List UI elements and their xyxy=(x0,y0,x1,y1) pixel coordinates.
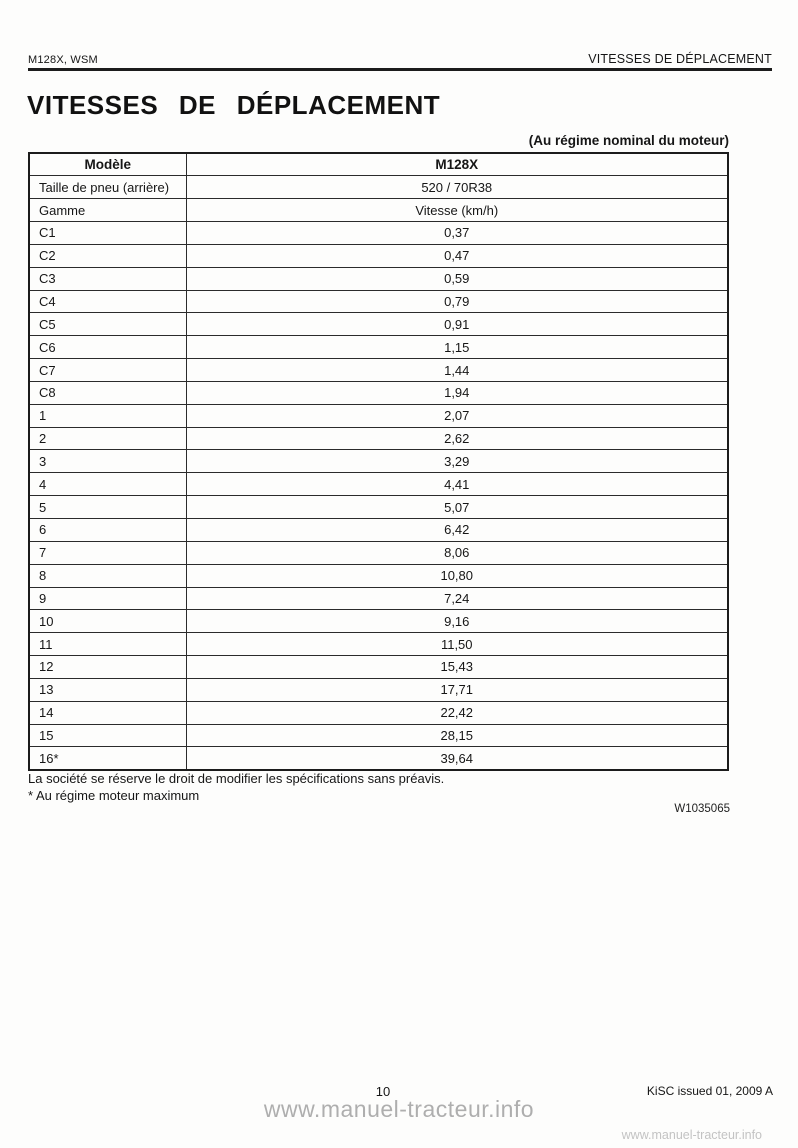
table-row xyxy=(29,633,728,656)
row-value: 4,41 xyxy=(186,473,728,496)
row-label: 12 xyxy=(29,656,186,679)
page-title: VITESSES DE DÉPLACEMENT xyxy=(27,90,441,120)
table-row xyxy=(29,199,728,222)
table-row xyxy=(29,656,728,679)
row-label: Gamme xyxy=(29,199,186,222)
table-row xyxy=(29,450,728,473)
row-value: 1,44 xyxy=(186,359,728,382)
row-value: 0,79 xyxy=(186,290,728,313)
row-label: C8 xyxy=(29,381,186,404)
row-label: C6 xyxy=(29,336,186,359)
table-row xyxy=(29,313,728,336)
reference-code: W1035065 xyxy=(674,803,730,815)
table-row xyxy=(29,541,728,564)
row-value: 1,15 xyxy=(186,336,728,359)
row-label: 4 xyxy=(29,473,186,496)
row-value: 28,15 xyxy=(186,724,728,747)
watermark-center: www.manuel-tracteur.info xyxy=(263,1096,535,1122)
row-label: 13 xyxy=(29,678,186,701)
table-row xyxy=(29,564,728,587)
page-number: 10 xyxy=(375,1084,391,1099)
watermark-right: www.manuel-tracteur.info xyxy=(621,1128,762,1142)
row-value: 8,06 xyxy=(186,541,728,564)
row-value: 39,64 xyxy=(186,747,728,770)
table-row xyxy=(29,587,728,610)
row-value: 10,80 xyxy=(186,564,728,587)
table-body xyxy=(29,176,728,770)
footnote-disclaimer: La société se réserve le droit de modifier les spécifications sans préavis. xyxy=(28,771,445,786)
row-value: 5,07 xyxy=(186,496,728,519)
header-doc-code: M128X, WSM xyxy=(28,54,98,66)
row-value: Vitesse (km/h) xyxy=(186,199,728,222)
row-value: 15,43 xyxy=(186,656,728,679)
table-row xyxy=(29,176,728,199)
row-label: 5 xyxy=(29,496,186,519)
row-value: 22,42 xyxy=(186,701,728,724)
row-value: 17,71 xyxy=(186,678,728,701)
row-label: C3 xyxy=(29,267,186,290)
table-note: (Au régime nominal du moteur) xyxy=(528,133,729,148)
running-header xyxy=(28,52,772,71)
table-row xyxy=(29,290,728,313)
row-value: 9,16 xyxy=(186,610,728,633)
table-header-model-label: Modèle xyxy=(29,153,186,176)
header-section-title: VITESSES DE DÉPLACEMENT xyxy=(588,52,772,66)
table-row xyxy=(29,610,728,633)
row-label: 10 xyxy=(29,610,186,633)
row-label: 8 xyxy=(29,564,186,587)
row-label: 2 xyxy=(29,427,186,450)
table-row xyxy=(29,359,728,382)
row-label: C1 xyxy=(29,222,186,245)
footnotes xyxy=(28,771,444,804)
table-header-model-value: M128X xyxy=(186,153,728,176)
table-row xyxy=(29,519,728,542)
table-row xyxy=(29,244,728,267)
row-label: 9 xyxy=(29,587,186,610)
row-value: 0,47 xyxy=(186,244,728,267)
table-row xyxy=(29,404,728,427)
row-value: 1,94 xyxy=(186,381,728,404)
row-value: 0,37 xyxy=(186,222,728,245)
row-value: 0,91 xyxy=(186,313,728,336)
row-value: 520 / 70R38 xyxy=(186,176,728,199)
table-row xyxy=(29,336,728,359)
table-header-row xyxy=(29,153,728,176)
speed-table xyxy=(28,152,729,771)
row-label: C5 xyxy=(29,313,186,336)
table-row xyxy=(29,267,728,290)
table-row xyxy=(29,724,728,747)
table-row xyxy=(29,678,728,701)
row-label: 7 xyxy=(29,541,186,564)
table-row xyxy=(29,222,728,245)
row-label: 11 xyxy=(29,633,186,656)
row-value: 11,50 xyxy=(186,633,728,656)
row-label: Taille de pneu (arrière) xyxy=(29,176,186,199)
row-value: 7,24 xyxy=(186,587,728,610)
row-label: C4 xyxy=(29,290,186,313)
table-row xyxy=(29,473,728,496)
row-value: 6,42 xyxy=(186,519,728,542)
row-label: 15 xyxy=(29,724,186,747)
row-label: 16* xyxy=(29,747,186,770)
table-row xyxy=(29,496,728,519)
row-value: 2,07 xyxy=(186,404,728,427)
row-label: 3 xyxy=(29,450,186,473)
footnote-asterisk: * Au régime moteur maximum xyxy=(28,787,200,803)
issue-note: KiSC issued 01, 2009 A xyxy=(646,1084,773,1098)
row-label: 14 xyxy=(29,701,186,724)
row-label: C2 xyxy=(29,244,186,267)
row-value: 2,62 xyxy=(186,427,728,450)
row-value: 0,59 xyxy=(186,267,728,290)
row-value: 3,29 xyxy=(186,450,728,473)
table-row xyxy=(29,381,728,404)
table-row xyxy=(29,747,728,770)
table-row xyxy=(29,427,728,450)
row-label: 6 xyxy=(29,519,186,542)
row-label: C7 xyxy=(29,359,186,382)
table-row xyxy=(29,701,728,724)
row-label: 1 xyxy=(29,404,186,427)
